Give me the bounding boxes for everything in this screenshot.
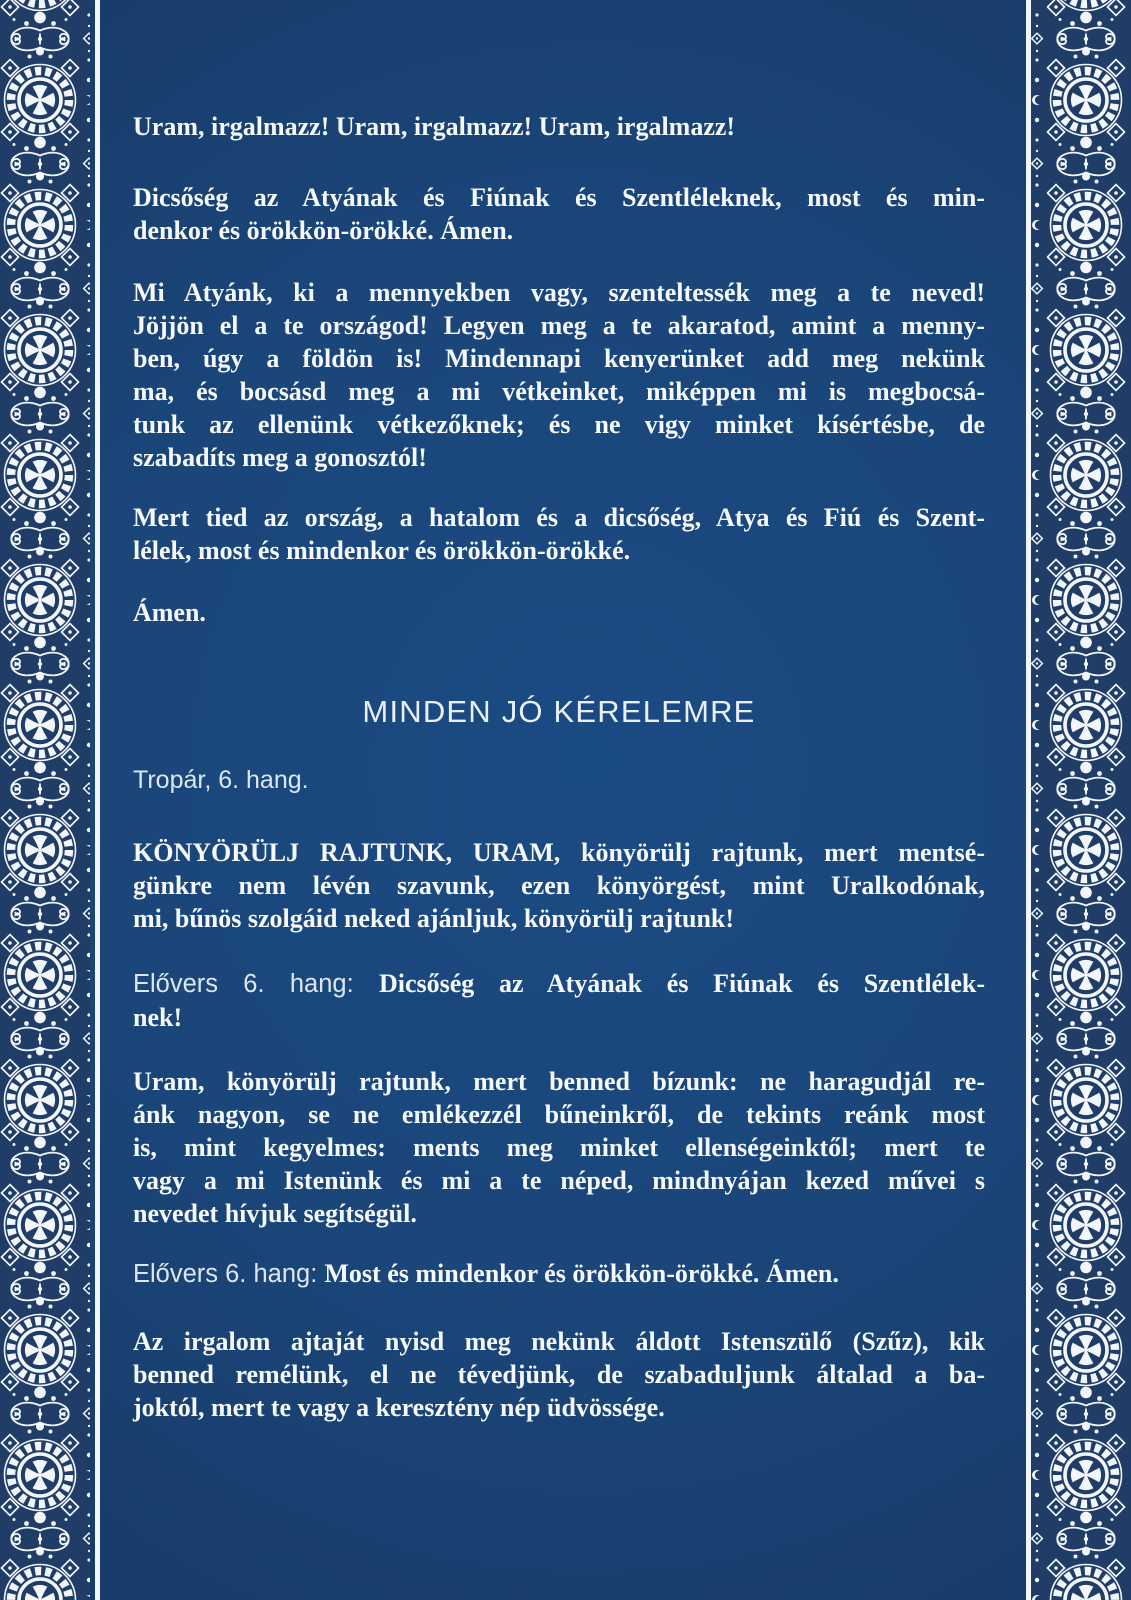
text-line (133, 967, 985, 1001)
right-ornamental-border (1031, 0, 1131, 1600)
text-line: vagy a mi Istenünk és mi a te néped, mindnyájan kezed művei s (133, 1166, 985, 1195)
section-heading: MINDEN JÓ KÉRELEMRE (362, 694, 756, 729)
right-divider-line (1026, 0, 1031, 1600)
text-line: is, mint kegyelmes: ments meg minket ellenségeinktől; mert te (133, 1133, 985, 1162)
prayer-paragraph (133, 1325, 985, 1424)
verse-rubric-prefix: Elővers 6. hang: (133, 970, 379, 998)
text-line: günkre nem lévén szavunk, ezen könyörgést, mint Uralkodónak, (133, 871, 985, 900)
text-line: Mi Atyánk, ki a mennyekben vagy, szenteltessék meg a te neved! (133, 278, 985, 307)
prayer-paragraph (133, 110, 985, 143)
verse-text: Most és mindenkor és örökkön-örökké. Ámen. (324, 1259, 839, 1288)
prayer-paragraph (133, 181, 985, 247)
text-line: denkor és örökkön-örökké. Ámen. (133, 216, 514, 245)
text-line: Uram, könyörülj rajtunk, mert benned bízunk: ne haragudjál re- (133, 1067, 985, 1096)
prayer-paragraph (133, 1065, 985, 1230)
text-line: benned remélünk, el ne tévedjünk, de szabaduljunk általad a ba- (133, 1360, 985, 1389)
left-ornamental-border (0, 0, 95, 1600)
text-line: mi, bűnös szolgáid neked ajánljuk, könyörülj rajtunk! (133, 904, 735, 933)
text-line: nek! (133, 1003, 183, 1032)
text-line: tunk az ellenünk vétkezőknek; és ne vigy minket kísértésbe, de (133, 410, 985, 439)
text-line: ben, úgy a földön is! Mindennapi kenyerünket add meg nekünk (133, 344, 985, 373)
prayer-text-column (100, 0, 1026, 1600)
text-line: Jöjjön el a te országod! Legyen meg a te akaratod, amint a menny- (133, 311, 985, 340)
text-line: joktól, mert te vagy a keresztény nép üdvössége. (133, 1393, 665, 1422)
verse-rubric-prefix: Elővers 6. hang: (133, 1260, 325, 1288)
text-line: Az irgalom ajtaját nyisd meg nekünk áldott Istenszülő (Szűz), kik (133, 1327, 985, 1356)
prayer-paragraph-with-rubric (133, 1257, 985, 1291)
text-line: KÖNYÖRÜLJ RAJTUNK, URAM, könyörülj rajtunk, mert mentsé- (133, 838, 985, 867)
prayer-paragraph-with-rubric (133, 967, 985, 1034)
text-line: lélek, most és mindenkor és örökkön-örökké. (133, 536, 631, 565)
text-line: Dicsőség az Atyának és Fiúnak és Szentléleknek, most és min- (133, 183, 985, 212)
tone-rubric: Tropár, 6. hang. (133, 766, 309, 794)
text-line: Mert tied az ország, a hatalom és a dicsőség, Atya és Fiú és Szent- (133, 503, 985, 532)
prayer-paragraph (133, 276, 985, 474)
prayer-paragraph (133, 836, 985, 935)
text-line: Ámen. (133, 598, 206, 627)
text-line: nevedet hívjuk segítségül. (133, 1199, 417, 1228)
text-line: ma, és bocsásd meg a mi vétkeinket, miképpen mi is megbocsá- (133, 377, 985, 406)
text-line: Uram, irgalmazz! Uram, irgalmazz! Uram, irgalmazz! (133, 112, 736, 141)
verse-text: Dicsőség az Atyának és Fiúnak és Szentlélek- (378, 969, 985, 998)
text-line: szabadíts meg a gonosztól! (133, 443, 427, 472)
prayer-paragraph (133, 596, 985, 629)
prayer-paragraph (133, 501, 985, 567)
text-line (133, 1257, 985, 1291)
text-line: ánk nagyon, se ne emlékezzél bűneinkről, de tekints reánk most (133, 1100, 985, 1129)
